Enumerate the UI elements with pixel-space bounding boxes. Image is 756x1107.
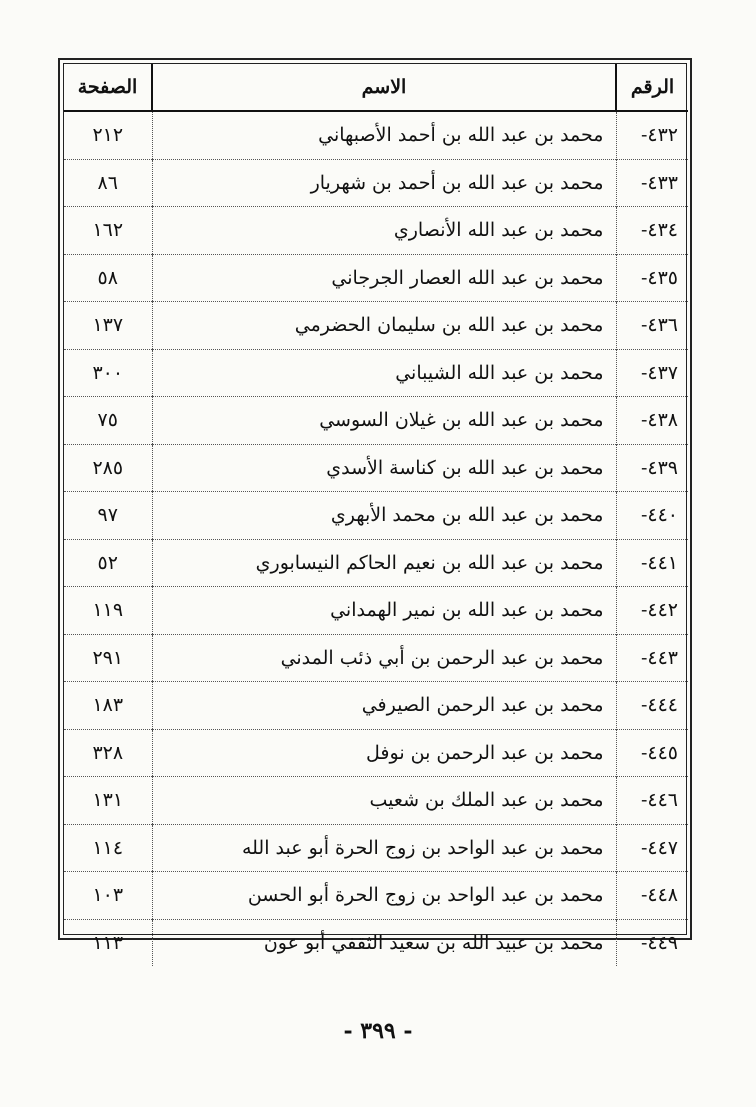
table-row	[64, 824, 688, 872]
entry-number: ٤٣٥-	[616, 254, 688, 302]
entry-name: محمد بن عبد الله الأنصاري	[152, 207, 616, 255]
entry-name: محمد بن عبد الله بن نمير الهمداني	[152, 587, 616, 635]
table-row	[64, 207, 688, 255]
header-row	[64, 64, 688, 111]
entry-name: محمد بن عبد الله العصار الجرجاني	[152, 254, 616, 302]
entry-name: محمد بن عبد الواحد بن زوج الحرة أبو عبد الله	[152, 824, 616, 872]
table-row	[64, 539, 688, 587]
page-number: - ٣٩٩ -	[343, 1018, 413, 1044]
entry-page: ٥٢	[64, 539, 152, 587]
entry-page: ١٠٣	[64, 872, 152, 920]
entry-number: ٤٤٠-	[616, 492, 688, 540]
entry-name: محمد بن عبيد الله بن سعيد الثقفي أبو عون	[263, 931, 604, 954]
entry-name: محمد بن عبد الرحمن بن أبي ذئب المدني	[152, 634, 616, 682]
entry-name: محمد بن عبد الله بن سليمان الحضرمي	[152, 302, 616, 350]
header-page: الصفحة	[64, 64, 152, 111]
table-row	[64, 587, 688, 635]
entry-page: ٣٢٨	[64, 729, 152, 777]
entry-page: ٩٧	[64, 492, 152, 540]
table-row	[64, 729, 688, 777]
entry-number: ٤٣٨-	[616, 397, 688, 445]
entry-number: ٤٤٧-	[616, 824, 688, 872]
entry-page: ١٨٣	[64, 682, 152, 730]
entry-number: ٤٣٣-	[616, 159, 688, 207]
index-table	[64, 64, 688, 966]
entry-page: ١٦٢	[64, 207, 152, 255]
table-row	[64, 397, 688, 445]
entry-name: محمد بن عبد الله الشيباني	[152, 349, 616, 397]
entry-name: محمد بن عبد الرحمن بن نوفل	[152, 729, 616, 777]
entry-page: ٢٩١	[64, 634, 152, 682]
index-table-frame	[58, 58, 692, 954]
entry-name: محمد بن عبد الله بن محمد الأبهري	[152, 492, 616, 540]
entry-page: ١١٣	[64, 919, 152, 966]
entry-number: ٤٣٦-	[616, 302, 688, 350]
entry-number: ٤٤٩-	[616, 919, 688, 966]
table-row	[64, 444, 688, 492]
entry-name: محمد بن عبد الله بن أحمد الأصبهاني	[152, 111, 616, 159]
entry-number: ٤٣٩-	[616, 444, 688, 492]
entry-number: ٤٣٢-	[616, 111, 688, 159]
entry-name: محمد بن عبد الرحمن الصيرفي	[152, 682, 616, 730]
table-row	[64, 159, 688, 207]
entry-page: ٨٦	[64, 159, 152, 207]
entry-number: ٤٤٣-	[616, 634, 688, 682]
entry-page: ١٣٧	[64, 302, 152, 350]
entry-name: محمد بن عبد الواحد بن زوج الحرة أبو الحسن	[152, 872, 616, 920]
entry-number: ٤٣٤-	[616, 207, 688, 255]
entry-number: ٤٤٥-	[616, 729, 688, 777]
entry-name: محمد بن عبد الله بن غيلان السوسي	[152, 397, 616, 445]
entry-page: ٧٥	[64, 397, 152, 445]
entry-page: ٢١٢	[64, 111, 152, 159]
entry-page: ١٣١	[64, 777, 152, 825]
table-row	[64, 302, 688, 350]
entry-page: ٥٨	[64, 254, 152, 302]
entry-page: ٢٨٥	[64, 444, 152, 492]
entry-name: محمد بن عبد الله بن كناسة الأسدي	[152, 444, 616, 492]
entry-page: ٣٠٠	[64, 349, 152, 397]
table-row	[64, 872, 688, 920]
entry-number: ٤٣٧-	[616, 349, 688, 397]
table-row	[64, 111, 688, 159]
table-row	[64, 634, 688, 682]
entry-page: ١١٤	[64, 824, 152, 872]
table-row	[64, 254, 688, 302]
entry-number: ٤٤١-	[616, 539, 688, 587]
table-row	[64, 492, 688, 540]
entry-number: ٤٤٢-	[616, 587, 688, 635]
entry-number: ٤٤٦-	[616, 777, 688, 825]
entry-name: محمد بن عبد الملك بن شعيب	[152, 777, 616, 825]
entry-name: محمد بن عبد الله بن نعيم الحاكم النيسابوري	[152, 539, 616, 587]
header-name: الاسم	[152, 64, 616, 111]
entry-page: ١١٩	[64, 587, 152, 635]
header-number: الرقم	[616, 64, 688, 111]
entry-name: محمد بن عبد الله بن أحمد بن شهريار	[152, 159, 616, 207]
entry-number: ٤٤٨-	[616, 872, 688, 920]
table-row	[64, 919, 688, 966]
table-row	[64, 777, 688, 825]
table-row	[64, 349, 688, 397]
table-row	[64, 682, 688, 730]
entry-number: ٤٤٤-	[616, 682, 688, 730]
